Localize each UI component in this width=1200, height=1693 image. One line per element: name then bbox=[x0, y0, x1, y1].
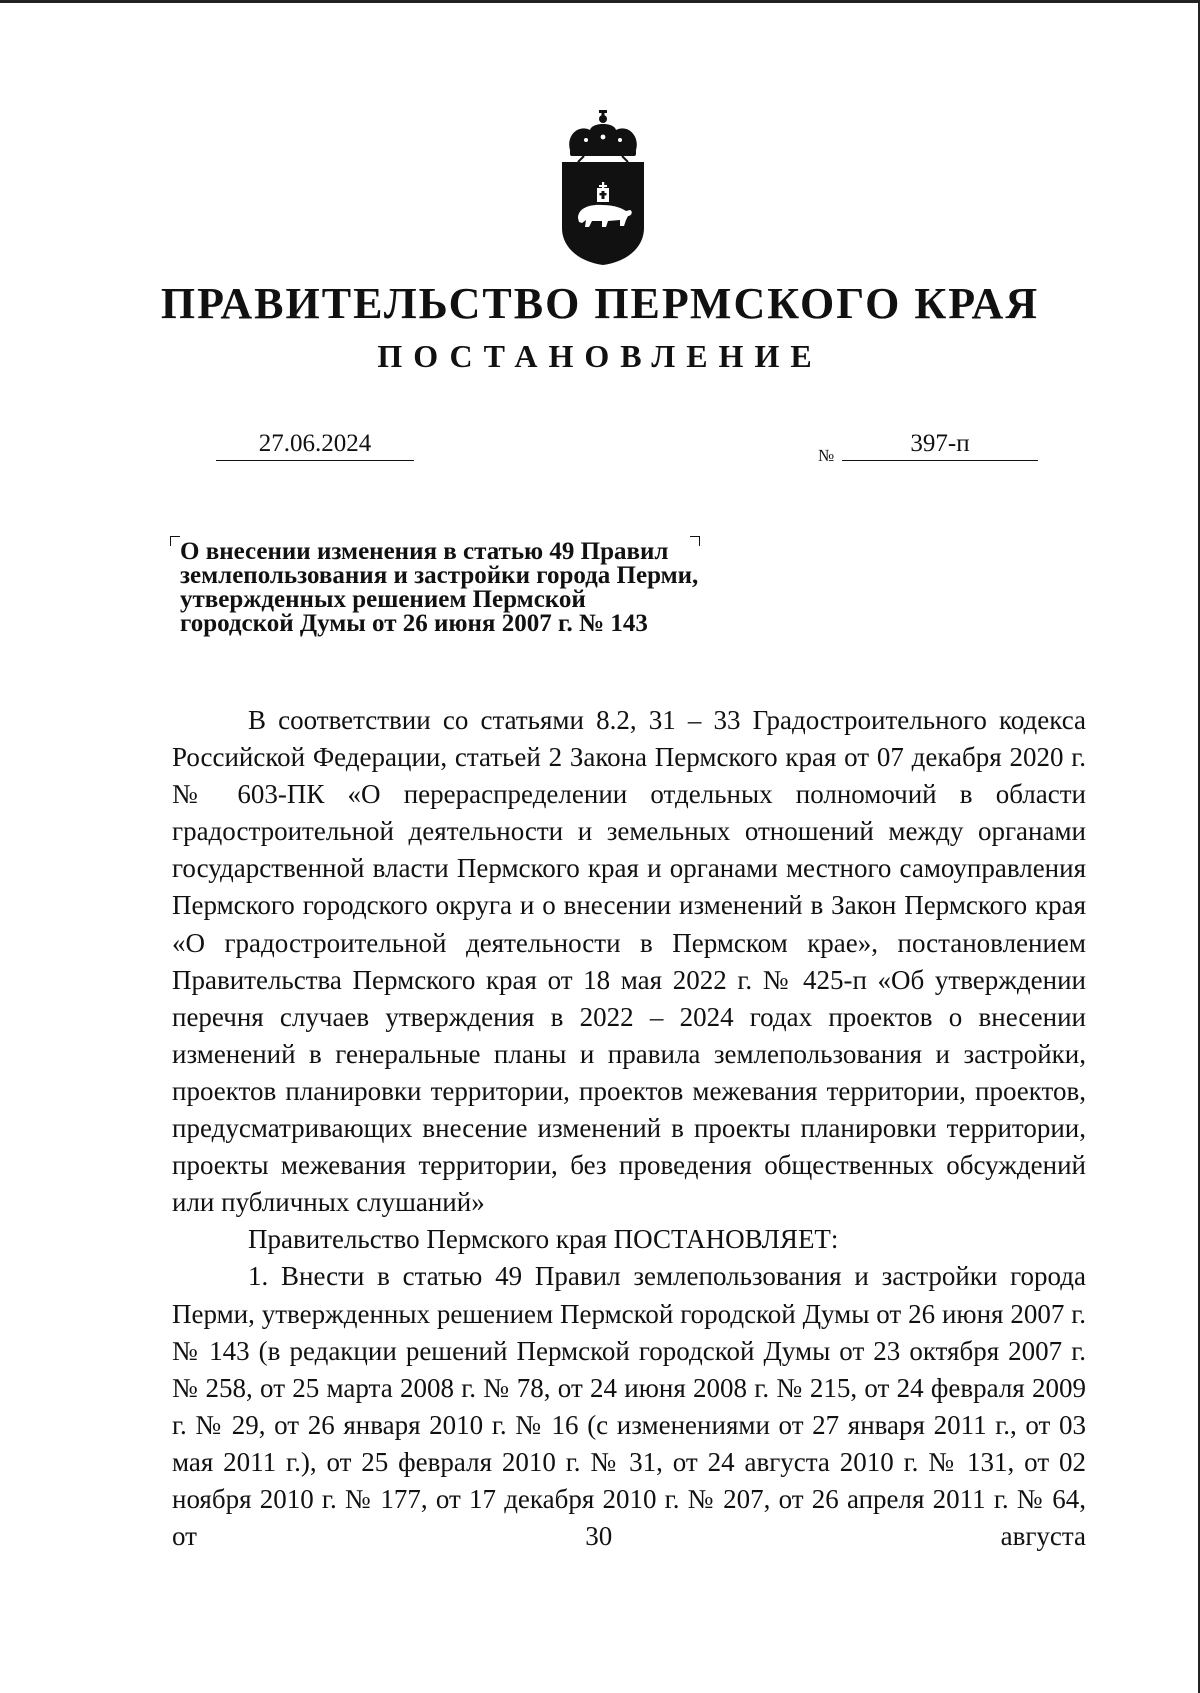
paragraph-item-1: 1. Внести в статью 49 Правил землепользования и застройки города Перми, утвержденных решением Пермской городской Думы от 26 июня 2007 г. № 143 (в редакции решений Пермской городской Думы от 23 октября 2007 г. № 258, от 25 марта 2008 г. № 78, от 24 июня 2008 г. № 215, от 24 февраля 2009 г. № 29, от 26 января 2010 г. № 16 (с изменениями от 27 января 2011 г., от 03 мая 2011 г.), от 25 февраля 2010 г. № 31, от 24 августа 2010 г. № 131, от 02 ноября 2010 г. № 177, от 17 декабря 2010 г. № 207, от 26 апреля 2011 г. № 64, от 30 августа bbox=[172, 1261, 1086, 1552]
subject-line: О внесении изменения в статью 49 Правил bbox=[180, 538, 669, 565]
document-number: 397-п bbox=[842, 430, 1038, 461]
number-sign: № bbox=[818, 446, 835, 465]
paragraph-legal-basis: В соответствии со статьями 8.2, 31 – 33 Градостроительного кодекса Российской Федерации, статьей 2 Закона Пермского края от 07 декабря 2020 г. № 603-ПК «О перераспределении отдельных полномочий в области градостроительной деятельности и земельных отношений между органами государственной власти Пермского края и органами местного самоуправления Пермского городского округа и о внесении изменений в Закон Пермского края «О градостроительной деятельности в Пермском крае», постановлением Правительства Пермского края от 18 мая 2022 г. № 425-п «Об утверждении перечня случаев утверждения в 2022 – 2024 годах проектов о внесении изменений в генеральные планы и правила землепользования и застройки, проектов планировки территории, проектов межевания территории, проектов, предусматривающих внесение изменений в проекты планировки территории, проекты межевания территории, без проведения общественных обсуждений или публичных слушаний» bbox=[172, 705, 1086, 1218]
document-type: ПОСТАНОВЛЕНИЕ bbox=[377, 338, 823, 374]
document-body bbox=[172, 702, 1086, 1555]
subject-line: утвержденных решением Пермской bbox=[180, 586, 586, 613]
document-date: 27.06.2024 bbox=[216, 430, 414, 461]
subject-line: землепользования и застройки города Перми, bbox=[180, 562, 699, 589]
subject-line: городской Думы от 26 июня 2007 г. № 143 bbox=[180, 610, 648, 637]
paragraph-resolves: Правительство Пермского края ПОСТАНОВЛЯЕТ: bbox=[248, 1224, 839, 1255]
scan-edge-top bbox=[0, 0, 1200, 3]
government-title: ПРАВИТЕЛЬСТВО ПЕРМСКОГО КРАЯ bbox=[160, 279, 1040, 328]
document-subject bbox=[180, 540, 800, 636]
coat-of-arms-icon bbox=[556, 110, 650, 266]
subject-bracket-left bbox=[170, 536, 180, 546]
